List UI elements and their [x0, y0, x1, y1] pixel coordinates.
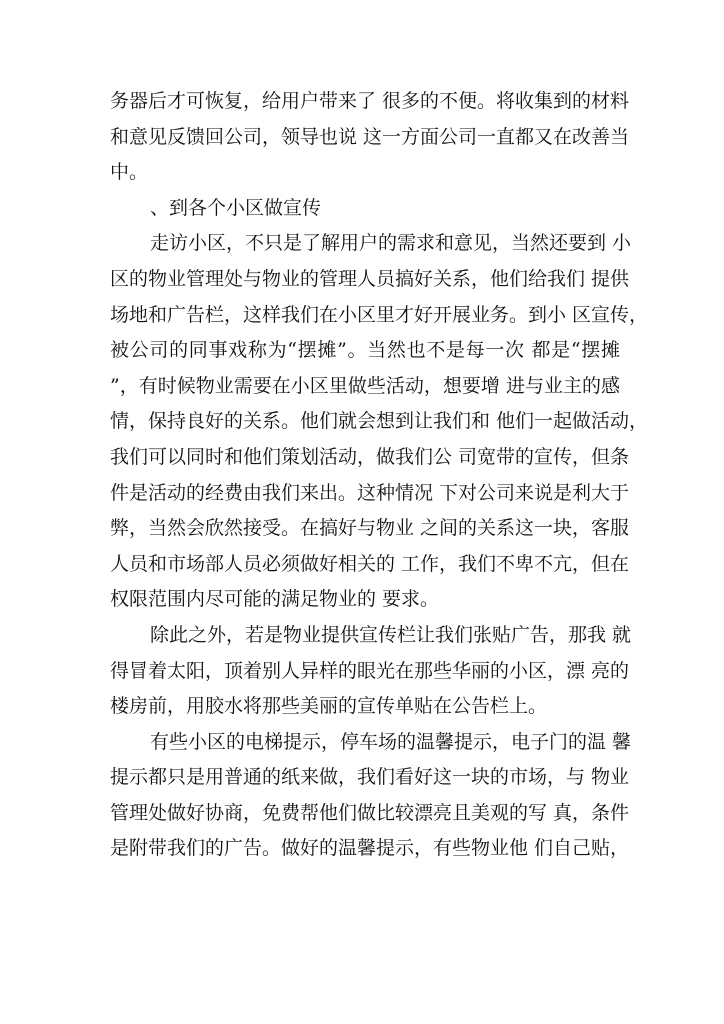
text-line: 提示都只是用普通的纸来做，我们看好这一块的市场，与 物业: [110, 766, 630, 789]
text-line: 有些小区的电梯提示，停车场的温馨提示，电子门的温 馨: [150, 730, 632, 753]
text-line: 除此之外，若是物业提供宣传栏让我们张贴广告，那我 就: [150, 623, 632, 646]
text-line: 区的物业管理处与物业的管理人员搞好关系，他们给我们 提供: [110, 267, 630, 290]
text-line: 务器后才可恢复，给用户带来了 很多的不便。将收集到的材料: [110, 90, 630, 112]
text-line: 人员和市场部人员必须做好相关的 工作，我们不卑不亢，但在: [110, 552, 630, 575]
text-line: 场地和广告栏，这样我们在小区里才好开展业务。到小 区宣传，: [110, 303, 649, 326]
text-line: 中。: [110, 161, 149, 184]
text-line: 走访小区，不只是了解用户的需求和意见，当然还要到 小: [150, 232, 632, 255]
text-line: 弊，当然会欣然接受。在搞好与物业 之间的关系这一块，客服: [110, 517, 630, 540]
text-line: ”，有时候物业需要在小区里做些活动，想要增 进与业主的感: [110, 374, 620, 397]
text-line: 得冒着太阳，顶着别人异样的眼光在那些华丽的小区，漂 亮的: [110, 659, 630, 682]
text-line: 、到各个小区做宣传: [150, 196, 322, 219]
text-line: 楼房前，用胶水将那些美丽的宣传单贴在公告栏上。: [110, 695, 548, 718]
text-line: 件是活动的经费由我们来出。这种情况 下对公司来说是利大于: [110, 481, 630, 504]
text-line: 权限范围内尽可能的满足物业的 要求。: [110, 588, 440, 611]
text-line: 管理处做好协商，免费帮他们做比较漂亮且美观的写 真，条件: [110, 801, 630, 824]
text-line: 被公司的同事戏称为“摆摊”。当然也不是每一次 都是“摆摊: [110, 339, 620, 362]
text-line: 情，保持良好的关系。他们就会想到让我们和 他们一起做活动，: [110, 410, 649, 433]
body-text: [110, 84, 649, 867]
text-line: 我们可以同时和他们策划活动，做我们公 司宽带的宣传，但条: [110, 445, 630, 468]
text-line: 是附带我们的广告。做好的温馨提示，有些物业他 们自己贴，: [110, 837, 630, 860]
text-line: 和意见反馈回公司，领导也说 这一方面公司一直都又在改善当: [110, 125, 630, 148]
